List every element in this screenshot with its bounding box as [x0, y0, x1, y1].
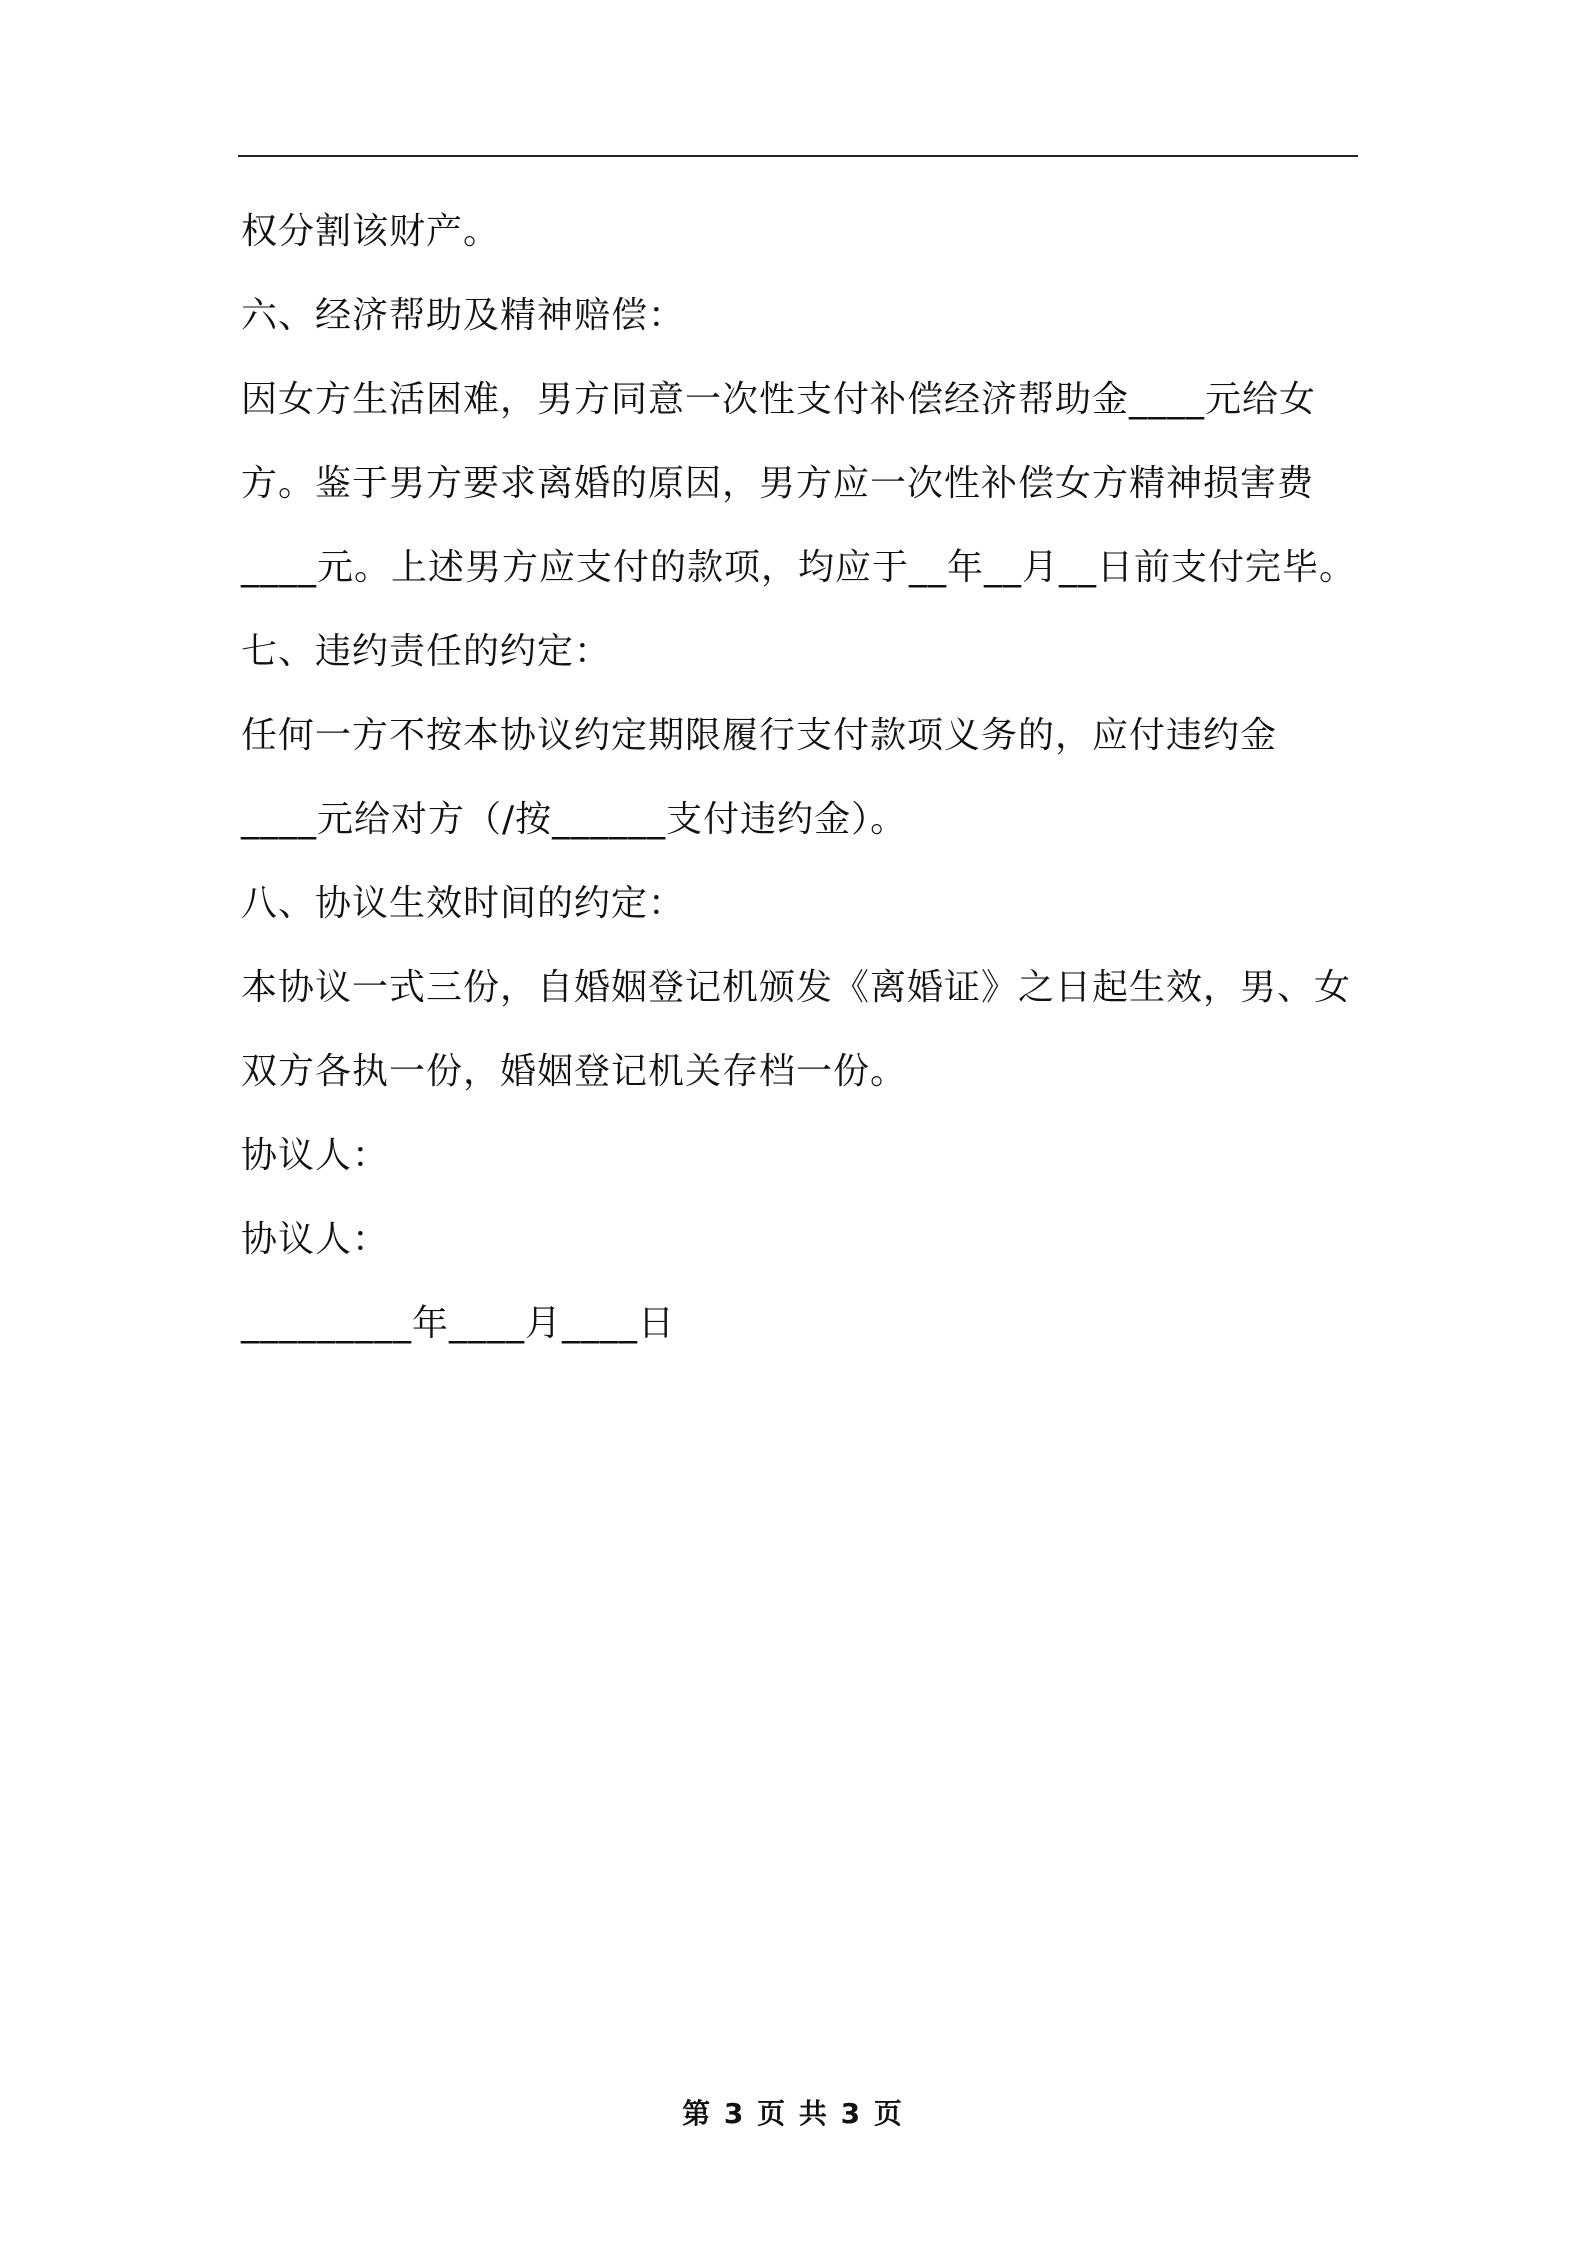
text-line: 因女方生活困难，男方同意一次性支付补偿经济帮助金____元给女: [241, 379, 1317, 420]
text-line: ____元给对方（/按______支付违约金）。: [241, 799, 908, 840]
page-number: 第 3 页 共 3 页: [682, 2097, 904, 2130]
text-line-continuation: 权分割该财产。: [241, 211, 501, 252]
text-line: ____元。上述男方应支付的款项，均应于__年__月__日前支付完毕。: [241, 547, 1357, 588]
text-line: 任何一方不按本协议约定期限履行支付款项义务的，应付违约金: [241, 715, 1278, 756]
text-line: 本协议一式三份，自婚姻登记机颁发《离婚证》之日起生效，男、女: [241, 967, 1352, 1008]
signatory-label: 协议人：: [241, 1219, 390, 1260]
section-heading-financial-aid: 六、经济帮助及精神赔偿：: [241, 295, 686, 336]
text-line: 双方各执一份，婚姻登记机关存档一份。: [241, 1051, 908, 1092]
text-line: 方。鉴于男方要求离婚的原因，男方应一次性补偿女方精神损害费: [241, 463, 1315, 504]
section-heading-breach-liability: 七、违约责任的约定：: [241, 631, 612, 672]
date-line: _________年____月____日: [241, 1303, 675, 1344]
signatory-label: 协议人：: [241, 1135, 390, 1176]
header-rule: [238, 155, 1358, 157]
section-heading-effective-date: 八、协议生效时间的约定：: [241, 883, 686, 924]
document-body: [241, 196, 1361, 1372]
